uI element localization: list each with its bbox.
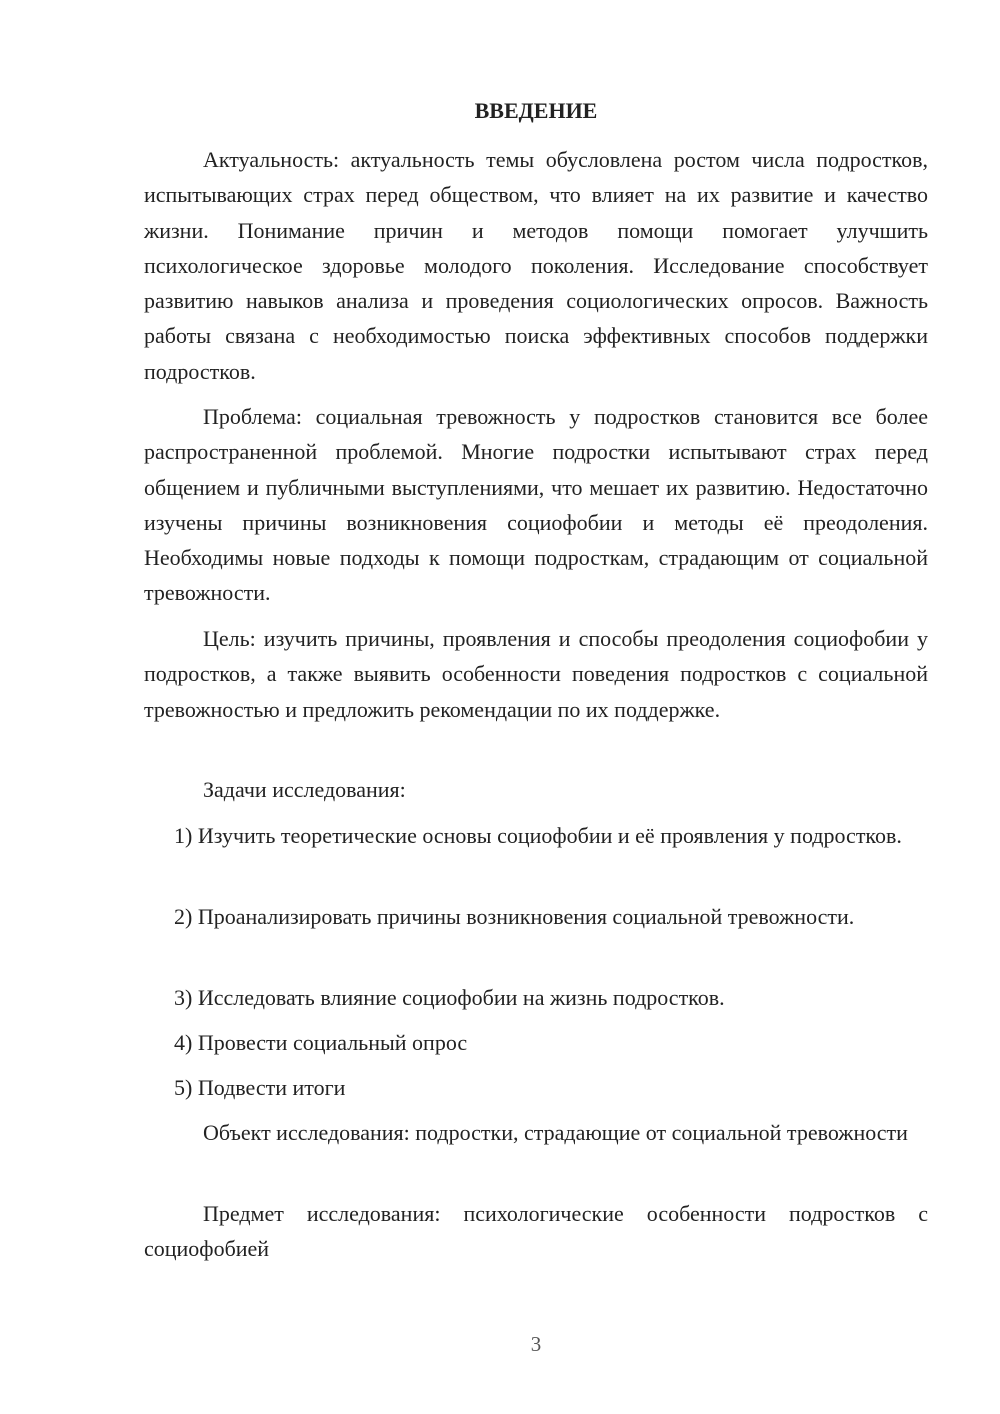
task-item-4: 4) Провести социальный опрос — [174, 1030, 468, 1055]
task-item-2: 2) Проанализировать причины возникновения социальной тревожности. — [174, 904, 855, 929]
paragraph-problem: Проблема: социальная тревожность у подростков становится все более распространенной проблемой. Многие подростки испытывают страх перед общением и публичными выступлениями, что мешает их развитию. Недостаточно изучены причины возникновения социофобии и методы её преодоления. Необходимы новые подходы к помощи подросткам, страдающим от социальной тревожности. — [144, 404, 928, 606]
paragraph-subject: Предмет исследования: психологические особенности подростков с социофобией — [144, 1201, 928, 1262]
task-item-1: 1) Изучить теоретические основы социофобии и её проявления у подростков. — [174, 823, 902, 848]
paragraph-relevance: Актуальность: актуальность темы обусловлена ростом числа подростков, испытывающих страх перед обществом, что влияет на их развитие и качество жизни. Понимание причин и методов помощи помогает улучшить психологическое здоровье молодого поколения. Исследование способствует развитию навыков анализа и проведения социологических опросов. Важность работы связана с необходимостью поиска эффективных способов поддержки подростков. — [144, 147, 928, 384]
task-item-5: 5) Подвести итоги — [174, 1075, 346, 1100]
paragraph-goal: Цель: изучить причины, проявления и способы преодоления социофобии у подростков, а также выявить особенности поведения подростков с социальной тревожностью и предложить рекомендации по их поддержке. — [144, 626, 928, 722]
section-title: ВВЕДЕНИЕ — [474, 98, 598, 123]
tasks-heading: Задачи исследования: — [203, 777, 406, 802]
page-number: 3 — [530, 1332, 542, 1356]
task-item-3: 3) Исследовать влияние социофобии на жизнь подростков. — [174, 985, 725, 1010]
paragraph-object: Объект исследования: подростки, страдающие от социальной тревожности — [203, 1120, 908, 1145]
